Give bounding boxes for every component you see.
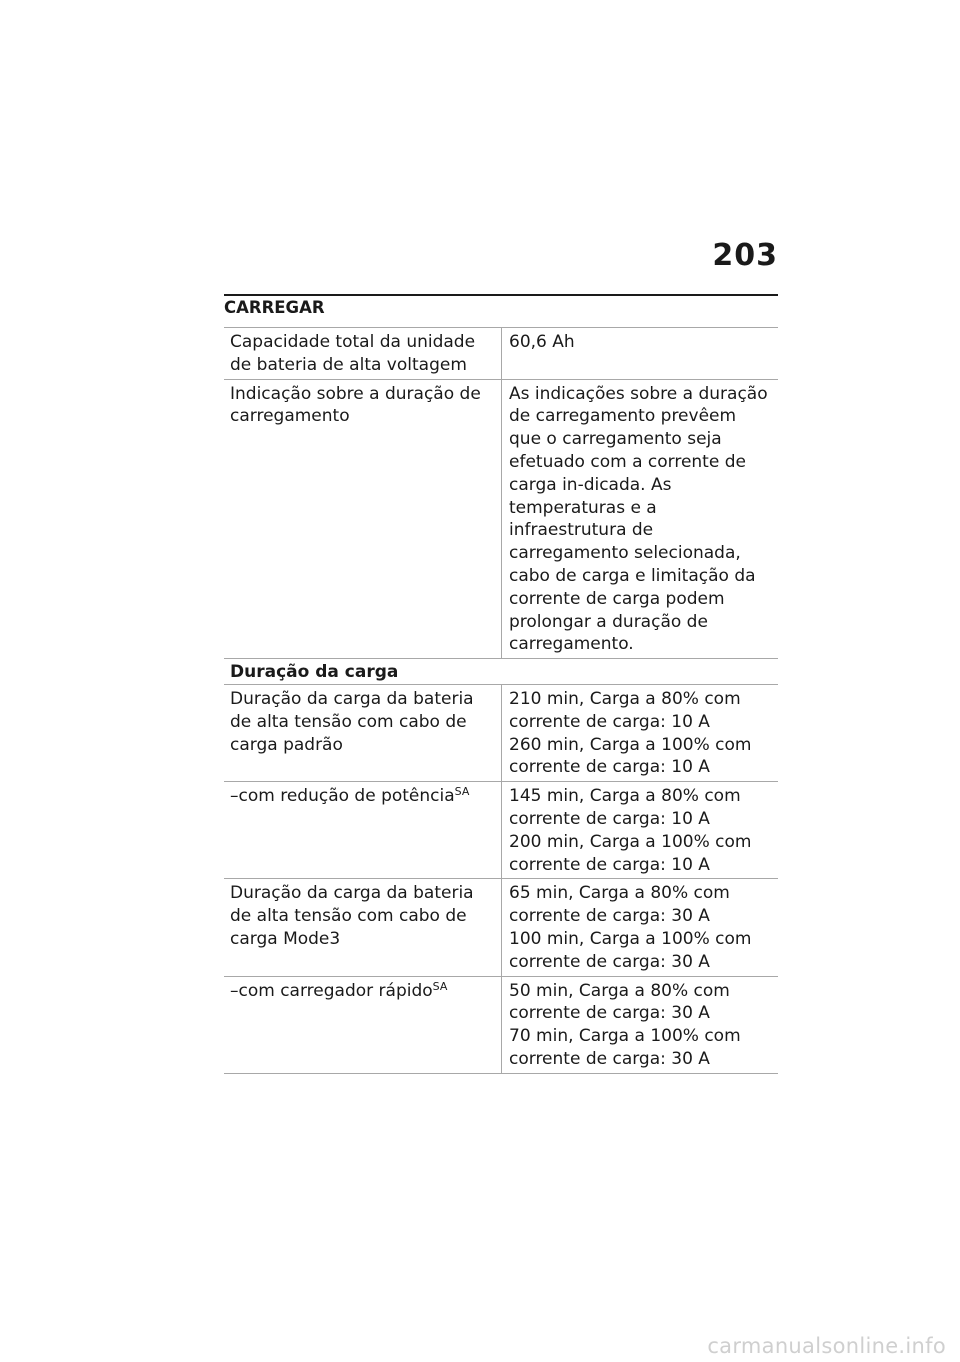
row-label: Indicação sobre a duração de carregamento <box>224 379 502 659</box>
row-label-text: –com redução de potência <box>230 786 455 807</box>
table-row <box>224 879 778 976</box>
row-value <box>502 879 779 976</box>
table-row <box>224 328 778 380</box>
optional-equipment-marker: SA <box>454 785 470 799</box>
duration-100-text: 70 min, Carga a 100% com corrente de carga: 30 A <box>509 1026 741 1069</box>
duration-80-text: 50 min, Carga a 80% com corrente de carga: 30 A <box>509 980 730 1024</box>
row-value <box>502 684 779 781</box>
duration-100-text: 260 min, Carga a 100% com corrente de carga: 10 A <box>509 734 752 778</box>
row-value <box>502 782 779 879</box>
row-label <box>224 684 502 781</box>
row-label: Capacidade total da unidade de bateria de alta voltagem <box>224 328 502 380</box>
duration-80-text: 145 min, Carga a 80% com corrente de carga: 10 A <box>509 786 741 829</box>
specifications-table <box>224 327 778 1074</box>
row-label <box>224 879 502 976</box>
table-row <box>224 976 778 1073</box>
row-label-text: Duração da carga da bateria de alta tensão com cabo de carga Mode3 <box>230 883 474 949</box>
table-row <box>224 684 778 781</box>
subsection-row <box>224 659 778 685</box>
optional-equipment-marker: SA <box>432 979 448 993</box>
row-label-text: –com carregador rápido <box>230 980 433 1001</box>
duration-100-text: 100 min, Carga a 100% com corrente de carga: 30 A <box>509 928 752 972</box>
duration-80-text: 210 min, Carga a 80% com corrente de carga: 10 A <box>509 688 741 732</box>
duration-80-text: 65 min, Carga a 80% com corrente de carga: 30 A <box>509 883 730 927</box>
row-value <box>502 976 779 1073</box>
row-value: 60,6 Ah <box>502 328 779 380</box>
watermark: carmanualsonline.info <box>707 1334 946 1358</box>
table-row <box>224 782 778 879</box>
duration-100-text: 200 min, Carga a 100% com corrente de carga: 10 A <box>509 831 752 875</box>
subsection-title: Duração da carga <box>224 659 778 685</box>
section-title: CARREGAR <box>224 298 325 317</box>
row-value: As indicações sobre a duração de carregamento prevêem que o carregamento seja efetuado com a corrente de carga in-dicada. As temperaturas e a infraestrutura de carregamento selecionada, cabo de carga e limitação da corrente de carga podem prolongar a duração de carregamento. <box>502 379 779 659</box>
page-number: 203 <box>712 238 778 273</box>
row-label <box>224 782 502 879</box>
table-row <box>224 379 778 659</box>
row-label <box>224 976 502 1073</box>
section-divider <box>224 294 778 296</box>
row-label-text: Duração da carga da bateria de alta tensão com cabo de carga padrão <box>230 688 474 755</box>
